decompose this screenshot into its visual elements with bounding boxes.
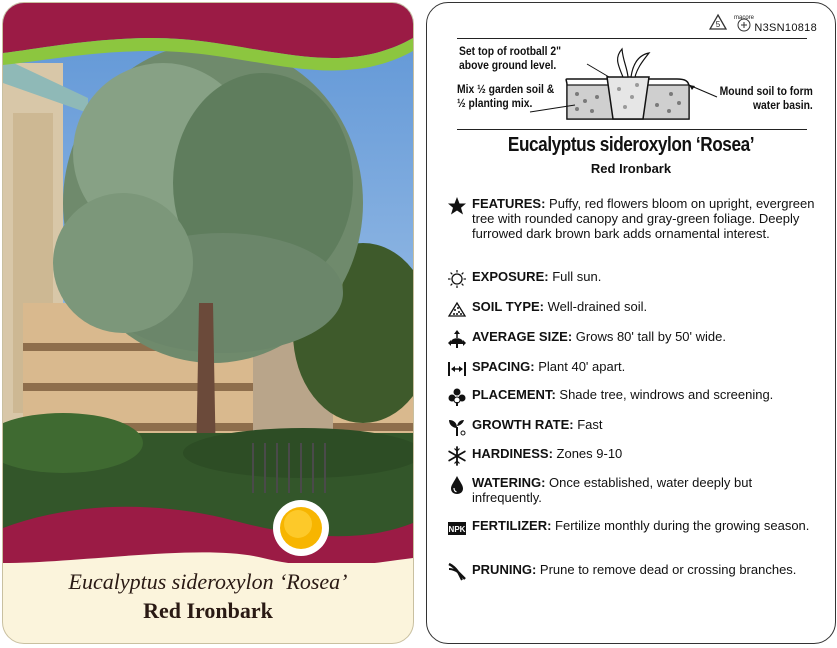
spacing-label: SPACING:: [472, 359, 535, 374]
watering-row: [447, 475, 817, 505]
placement-text: Shade tree, windrows and screening.: [555, 387, 774, 402]
soil-type-row: [447, 299, 817, 314]
diagram-label-rootball: Set top of rootball 2" above ground level.: [459, 46, 562, 72]
fertilizer-label: FERTILIZER:: [472, 518, 552, 533]
pruners-icon: [447, 562, 467, 582]
back-card: [426, 2, 836, 644]
spacing-text: Plant 40' apart.: [534, 359, 626, 374]
npk-icon: [447, 518, 467, 538]
exposure-label: EXPOSURE:: [472, 269, 549, 284]
plant-photo: [3, 3, 413, 563]
soil-type-label: SOIL TYPE:: [472, 299, 544, 314]
hardiness-row: [447, 446, 817, 461]
watering-label: WATERING:: [472, 475, 546, 490]
pruning-text: Prune to remove dead or crossing branches.: [536, 562, 797, 577]
features-row: [447, 196, 817, 241]
features-label: FEATURES:: [472, 196, 546, 211]
planting-diagram: [427, 39, 835, 129]
snowflake-icon: [447, 446, 467, 466]
exposure-row: [447, 269, 817, 284]
product-code: N3SN10818: [754, 22, 817, 34]
sun-outline-icon: [447, 269, 467, 289]
size-icon: [447, 329, 467, 349]
features-text: Puffy, red flowers bloom on upright, evergreen tree with rounded canopy and gray-green foliage. Deeply furrowed dark brown bark adds ornamental interest.: [472, 196, 815, 241]
hardiness-text: Zones 9-10: [552, 446, 623, 461]
growth-rate-label: GROWTH RATE:: [472, 417, 574, 432]
watering-text: Once established, water deeply but infrequently.: [472, 475, 753, 505]
front-card: [2, 2, 414, 644]
placement-icon: [447, 387, 467, 407]
front-latin-name: Eucalyptus sideroxylon ‘Rosea’: [68, 569, 348, 594]
spacing-icon: [447, 359, 467, 379]
sprout-icon: [447, 417, 467, 437]
fertilizer-text: Fertilize monthly during the growing season.: [551, 518, 810, 533]
average-size-text: Grows 80' tall by 50' wide.: [572, 329, 726, 344]
diagram-label-soil-mix: Mix ½ garden soil & ½ planting mix.: [457, 84, 555, 110]
placement-row: [447, 387, 817, 402]
exposure-text: Full sun.: [548, 269, 602, 284]
divider-bottom: [457, 129, 807, 130]
hardiness-label: HARDINESS:: [472, 446, 553, 461]
full-sun-icon: [271, 498, 331, 558]
back-common-name: Red Ironbark: [590, 161, 672, 176]
npk-text: NPK: [448, 525, 466, 534]
average-size-label: AVERAGE SIZE:: [472, 329, 573, 344]
back-latin-name: Eucalyptus sideroxylon ‘Rosea’: [507, 134, 755, 156]
front-title: [3, 568, 413, 626]
spacing-row: [447, 359, 817, 374]
front-common-name: Red Ironbark: [143, 598, 273, 623]
recycle-number: 5: [715, 20, 721, 29]
diagram-label-mound: Mound soil to form water basin.: [719, 86, 813, 112]
placement-label: PLACEMENT:: [472, 387, 556, 402]
growth-rate-row: [447, 417, 817, 432]
pruning-row: [447, 562, 817, 577]
fertilizer-row: [447, 518, 817, 533]
recycle-brand: macore: [733, 15, 755, 21]
soil-type-text: Well-drained soil.: [544, 299, 648, 314]
soil-icon: [447, 299, 467, 319]
average-size-row: [447, 329, 817, 344]
pruning-label: PRUNING:: [472, 562, 537, 577]
star-icon: [447, 196, 467, 216]
growth-rate-text: Fast: [573, 417, 603, 432]
water-drop-icon: [447, 475, 467, 495]
